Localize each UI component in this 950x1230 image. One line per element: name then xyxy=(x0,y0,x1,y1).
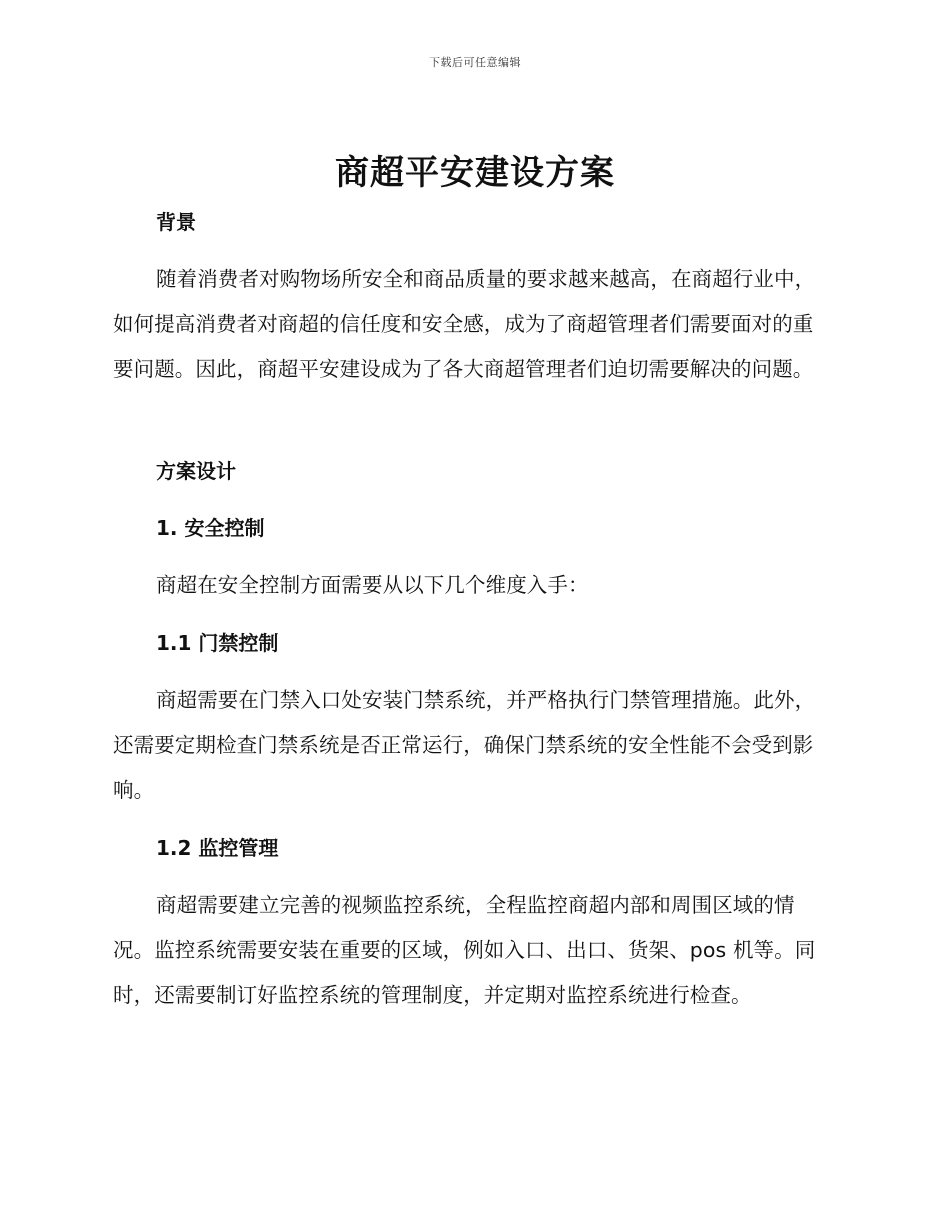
paragraph-background: 随着消费者对购物场所安全和商品质量的要求越来越高，在商超行业中，如何提高消费者对商超的信任度和安全感，成为了商超管理者们需要面对的重要问题。因此，商超平安建设成为了各大商超管理者们迫切需要解决的问题。 xyxy=(113,267,816,381)
paragraph-monitoring: 商超需要建立完善的视频监控系统，全程监控商超内部和周围区域的情况。监控系统需要安装在重要的区域，例如入口、出口、货架、pos 机等。同时，还需要制订好监控系统的管理制度，并定期对监控系统进行检查。 xyxy=(113,893,816,1007)
section-heading-background: 背景 xyxy=(156,210,196,234)
page-header-note: 下载后可任意编辑 xyxy=(429,56,521,69)
section-heading-access-control: 1.1 门禁控制 xyxy=(156,631,279,655)
section-heading-security: 1. 安全控制 xyxy=(156,516,265,540)
document-title: 商超平安建设方案 xyxy=(335,153,615,193)
section-heading-plan: 方案设计 xyxy=(156,459,236,483)
paragraph-access-control: 商超需要在门禁入口处安装门禁系统，并严格执行门禁管理措施。此外，还需要定期检查门禁系统是否正常运行，确保门禁系统的安全性能不会受到影响。 xyxy=(113,688,816,802)
paragraph-security: 商超在安全控制方面需要从以下几个维度入手： xyxy=(156,573,589,597)
section-heading-monitoring: 1.2 监控管理 xyxy=(156,836,279,860)
